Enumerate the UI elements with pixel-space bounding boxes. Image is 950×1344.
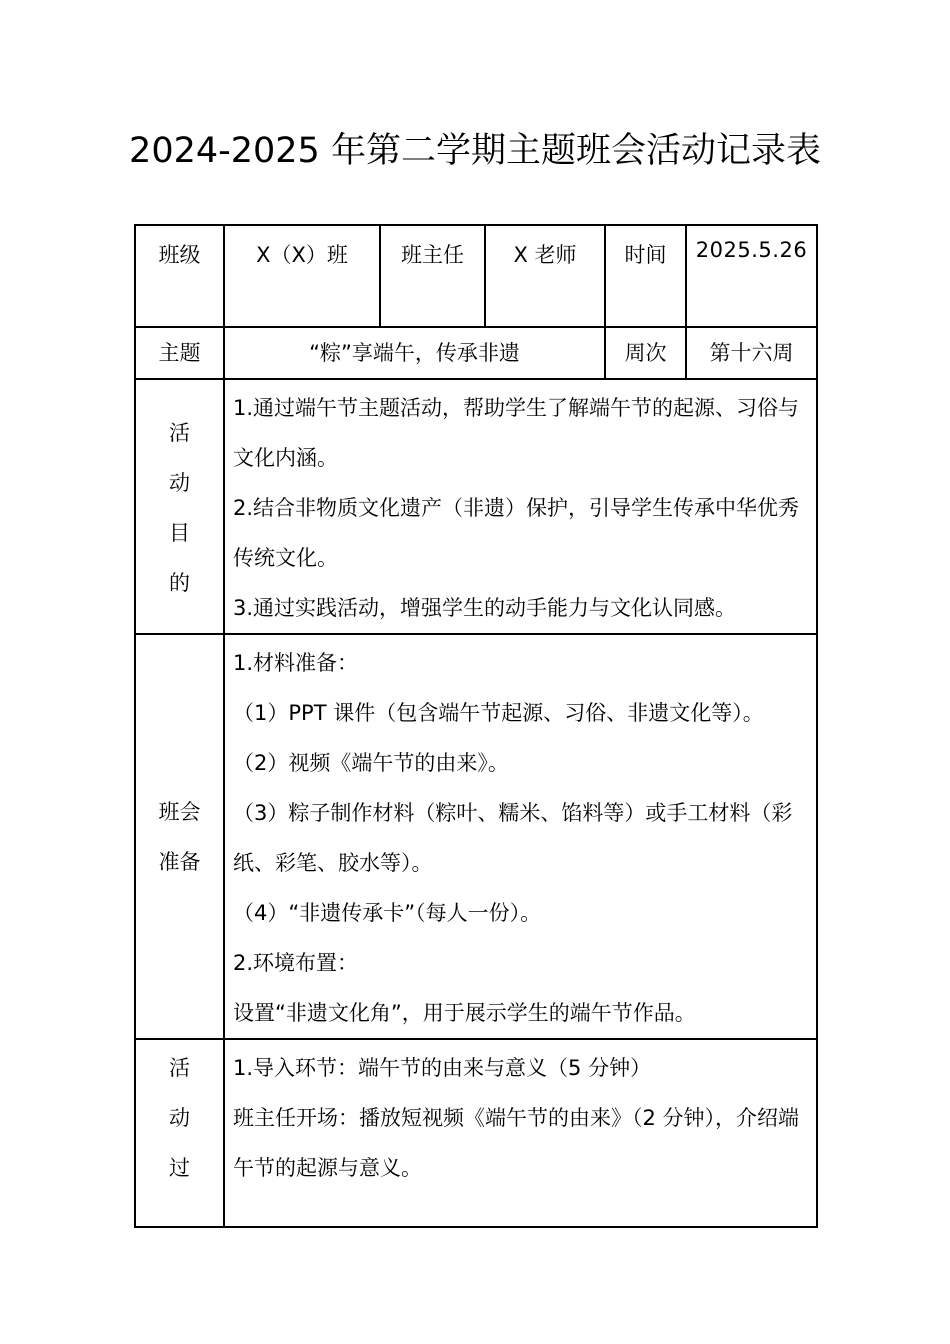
preparation-label-line: 班会 — [158, 799, 201, 824]
topic-value: “粽”享端午，传承非遗 — [224, 327, 605, 379]
purpose-label-char: 目 — [169, 521, 190, 545]
process-line: 班主任开场：播放短视频《端午节的由来》（2 分钟），介绍端午节的起源与意义。 — [233, 1106, 800, 1180]
page-title: 2024-2025 年第二学期主题班会活动记录表 — [129, 131, 821, 171]
purpose-line: 2.结合非物质文化遗产（非遗）保护，引导学生传承中华优秀传统文化。 — [233, 496, 800, 570]
topic-label: 主题 — [135, 327, 224, 379]
preparation-content — [224, 634, 817, 1039]
preparation-line: 2.环境布置： — [233, 951, 359, 975]
week-label: 周次 — [605, 327, 686, 379]
process-label-char: 活 — [169, 1056, 190, 1080]
class-value: X（X）班 — [224, 225, 380, 327]
process-label-char: 动 — [169, 1106, 190, 1130]
purpose-row — [135, 379, 817, 634]
preparation-line: 设置“非遗文化角”，用于展示学生的端午节作品。 — [233, 1001, 696, 1025]
record-table — [134, 224, 818, 1228]
purpose-label-char: 的 — [169, 571, 190, 595]
week-value: 第十六周 — [686, 327, 817, 379]
preparation-line: （4）“非遗传承卡”（每人一份）。 — [233, 901, 542, 925]
preparation-line: （2）视频《端午节的由来》。 — [233, 751, 509, 775]
preparation-row — [135, 634, 817, 1039]
purpose-line: 3.通过实践活动，增强学生的动手能力与文化认同感。 — [233, 596, 737, 620]
purpose-label — [135, 379, 224, 634]
preparation-label — [135, 634, 224, 1039]
purpose-label-char: 活 — [169, 421, 190, 445]
preparation-line: （1）PPT 课件（包含端午节起源、习俗、非遗文化等）。 — [233, 701, 764, 725]
info-row — [135, 225, 817, 327]
class-label: 班级 — [135, 225, 224, 327]
purpose-line: 1.通过端午节主题活动，帮助学生了解端午节的起源、习俗与文化内涵。 — [233, 396, 800, 470]
process-line: 1.导入环节：端午节的由来与意义（5 分钟） — [233, 1056, 652, 1080]
process-content — [224, 1039, 817, 1227]
process-label-char: 过 — [169, 1156, 190, 1180]
teacher-label: 班主任 — [380, 225, 485, 327]
purpose-content — [224, 379, 817, 634]
process-row — [135, 1039, 817, 1227]
time-label: 时间 — [605, 225, 686, 327]
preparation-line: 1.材料准备： — [233, 651, 359, 675]
process-label — [135, 1039, 224, 1227]
preparation-line: （3）粽子制作材料（粽叶、糯米、馅料等）或手工材料（彩纸、彩笔、胶水等）。 — [233, 801, 793, 875]
time-value: 2025.5.26 — [686, 225, 817, 327]
teacher-value: X 老师 — [485, 225, 605, 327]
preparation-label-line: 准备 — [158, 849, 201, 874]
topic-row — [135, 327, 817, 379]
purpose-label-char: 动 — [169, 471, 190, 495]
